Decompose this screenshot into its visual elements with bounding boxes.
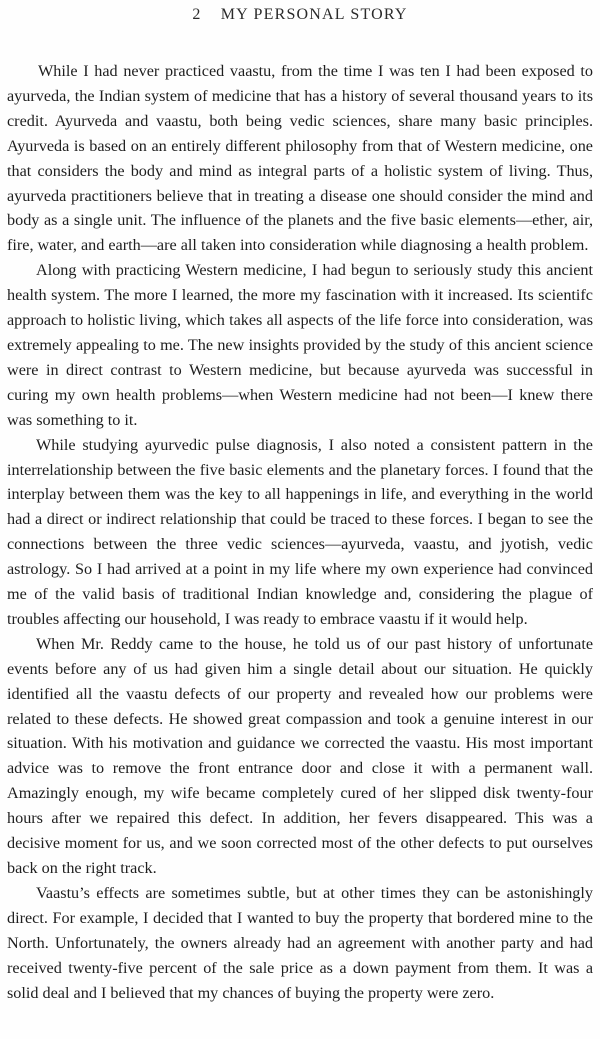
paragraph: While studying ayurvedic pulse diagnosis, I also noted a consistent pattern in the interrelationship between the five basic elements and the planetary forces. I found that the interplay between them was the key to all happenings in life, and everything in the world had a direct or indirect relationship that could be traced to these forces. I began to see the connections between the three vedic sciences—ayurveda, vaastu, and jyotish, vedic astrology. So I had arrived at a point in my life where my own experience had convinced me of the valid basis of traditional Indian knowledge and, considering the plague of troubles affecting our household, I was ready to embrace vaastu if it would help. bbox=[7, 435, 593, 628]
page-number: 2 bbox=[192, 6, 202, 23]
paragraph: When Mr. Reddy came to the house, he told us of our past history of unfortunate events before any of us had given him a single detail about our situation. He quickly identified all the vaastu defects of our property and revealed how our problems were related to these defects. He showed great compassion and took a genuine interest in our situation. With his motivation and guidance we corrected the vaastu. His most important advice was to remove the front entrance door and close it with a permanent wall. Amazingly enough, my wife became completely cured of her slipped disk twenty-four hours after we repaired this defect. In addition, her fevers disappeared. This was a decisive moment for us, and we soon corrected most of the other defects to put ourselves back on the right track. bbox=[7, 634, 593, 877]
running-head-title: MY PERSONAL STORY bbox=[220, 6, 408, 23]
running-head bbox=[0, 5, 600, 25]
paragraph: Along with practicing Western medicine, I had begun to seriously study this ancient health system. The more I learned, the more my fascination with it increased. Its scientifc approach to holistic living, which takes all aspects of the life force into consideration, was extremely appealing to me. The new insights provided by the study of this ancient science were in direct contrast to Western medicine, but because ayurveda was successful in curing my own health problems—when Western medicine had not been—I knew there was something to it. bbox=[7, 261, 593, 429]
body-text bbox=[7, 59, 593, 1005]
paragraph: Vaastu’s effects are sometimes subtle, but at other times they can be astonishingly direct. For example, I decided that I wanted to buy the property that bordered mine to the North. Unfortunately, the owners already had an agreement with another party and had received twenty-five percent of the sale price as a down payment from them. It was a solid deal and I believed that my chances of buying the property were zero. bbox=[7, 883, 593, 1002]
paragraph: While I had never practiced vaastu, from the time I was ten I had been exposed to ayurveda, the Indian system of medicine that has a history of several thousand years to its credit. Ayurveda and vaastu, both being vedic sciences, share many basic principles. Ayurveda is based on an entirely different philosophy from that of Western medicine, one that considers the body and mind as integral parts of a holistic system of living. Thus, ayurveda practitioners believe that in treating a disease one should consider the mind and body as a single unit. The influence of the planets and the five basic elements—ether, air, fire, water, and earth—are all taken into consideration while diagnosing a health problem. bbox=[7, 62, 593, 255]
